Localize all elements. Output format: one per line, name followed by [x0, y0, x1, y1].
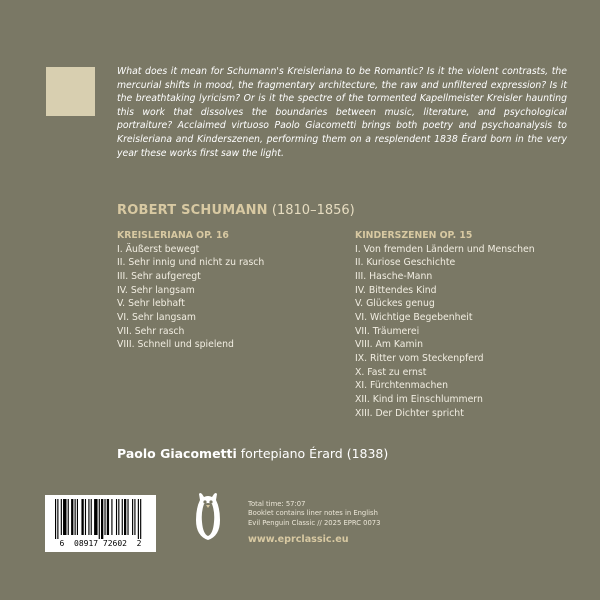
composer-dates: (1810–1856) — [271, 203, 355, 218]
booklet-note: Booklet contains liner notes in English — [248, 509, 378, 518]
composer-name: ROBERT SCHUMANN — [117, 203, 268, 218]
movement-item: V. Sehr lebhaft — [117, 298, 185, 310]
movement-item: XII. Kind im Einschlummern — [355, 393, 483, 405]
movement-item: VII. Sehr rasch — [117, 325, 185, 337]
barcode-bar — [124, 499, 126, 535]
barcode-bar — [71, 499, 73, 535]
barcode-bar — [63, 499, 66, 535]
composer-heading — [117, 203, 355, 218]
barcode-bar — [99, 499, 100, 539]
website-link[interactable]: www.eprclassic.eu — [248, 534, 349, 545]
movement-item: VIII. Schnell und spielend — [117, 339, 234, 351]
movement-item: IV. Bittendes Kind — [355, 284, 437, 296]
barcode-bar — [127, 499, 128, 535]
barcode-bar — [55, 499, 56, 539]
barcode-bar — [140, 499, 141, 539]
barcode-bar — [104, 499, 105, 535]
barcode-bar — [91, 499, 92, 535]
movement-item: VI. Wichtige Begebenheit — [355, 311, 473, 323]
barcode-bar — [75, 499, 76, 535]
barcode-bar — [134, 499, 135, 535]
movement-item: IX. Ritter vom Steckenpferd — [355, 352, 484, 364]
barcode-bar — [94, 499, 97, 535]
performer-line — [117, 446, 388, 461]
movement-item: VII. Träumerei — [355, 325, 420, 337]
penguin-icon — [195, 492, 221, 544]
performer-instrument: fortepiano Érard (1838) — [240, 446, 389, 461]
barcode-bar — [138, 499, 139, 539]
movement-item: X. Fast zu ernst — [355, 366, 427, 378]
label-catalog: Evil Penguin Classic // 2025 EPRC 0073 — [248, 518, 381, 527]
barcode-bar — [101, 499, 103, 539]
barcode-bar — [57, 499, 58, 539]
barcode-bar — [88, 499, 89, 535]
barcode-bar — [132, 499, 133, 535]
barcode-number: 6 08917 72602 2 — [59, 539, 142, 548]
barcode-bar — [81, 499, 83, 535]
movement-item: VIII. Am Kamin — [355, 339, 424, 351]
barcode-bar — [111, 499, 112, 535]
movement-item: XIII. Der Dichter spricht — [355, 407, 464, 419]
work-kinderszenen — [355, 229, 570, 420]
barcode-bar — [77, 499, 78, 535]
movement-item: I. Äußerst bewegt — [117, 243, 200, 255]
performer-name: Paolo Giacometti — [117, 446, 237, 461]
barcode-bar — [122, 499, 123, 535]
movement-item: II. Kuriose Geschichte — [355, 257, 456, 269]
work-title: KREISLERIANA OP. 16 — [117, 230, 229, 241]
barcode-bar — [118, 499, 119, 535]
movement-item: II. Sehr innig und nicht zu rasch — [117, 257, 265, 269]
release-info — [248, 500, 380, 528]
work-title: KINDERSZENEN OP. 15 — [355, 230, 473, 241]
barcode-bar — [116, 499, 117, 535]
movement-item: V. Glückes genug — [355, 298, 435, 310]
movement-item: III. Sehr aufgeregt — [117, 270, 201, 282]
barcode-bar — [85, 499, 86, 535]
total-time: Total time: 57:07 — [248, 500, 306, 508]
movement-list — [117, 243, 342, 352]
movement-list — [355, 243, 570, 421]
barcode — [45, 495, 156, 552]
movement-item: XI. Fürchtenmachen — [355, 380, 449, 392]
work-kreisleriana — [117, 229, 342, 352]
movement-item: VI. Sehr langsam — [117, 311, 196, 323]
movement-item: III. Hasche-Mann — [355, 270, 433, 282]
movement-item: IV. Sehr langsam — [117, 284, 195, 296]
movement-item: I. Von fremden Ländern und Menschen — [355, 243, 535, 255]
intro-text: What does it mean for Schumann's Kreisleriana to be Romantic? Is it the violent contrasts, the mercurial shifts in mood, the fragmentary architecture, the raw and unfiltered expression? Is it the breathtaking lyricism? Or is it the spectre of the tormented Kapellmeister Kreisler haunting this work that dissolves the boundaries between music, literature, and psychological portraiture? Acclaimed virtuoso Paolo Giacometti brings both poetry and psychoanalysis to Kreisleriana and Kinderszenen, performing them on a resplendent 1838 Érard born in the very year these works first saw the light. — [117, 66, 567, 159]
barcode-bar — [68, 499, 69, 535]
barcode-bar — [107, 499, 109, 535]
barcode-bar — [61, 499, 62, 535]
barcode-bars — [45, 495, 156, 541]
decorative-square — [46, 67, 95, 116]
